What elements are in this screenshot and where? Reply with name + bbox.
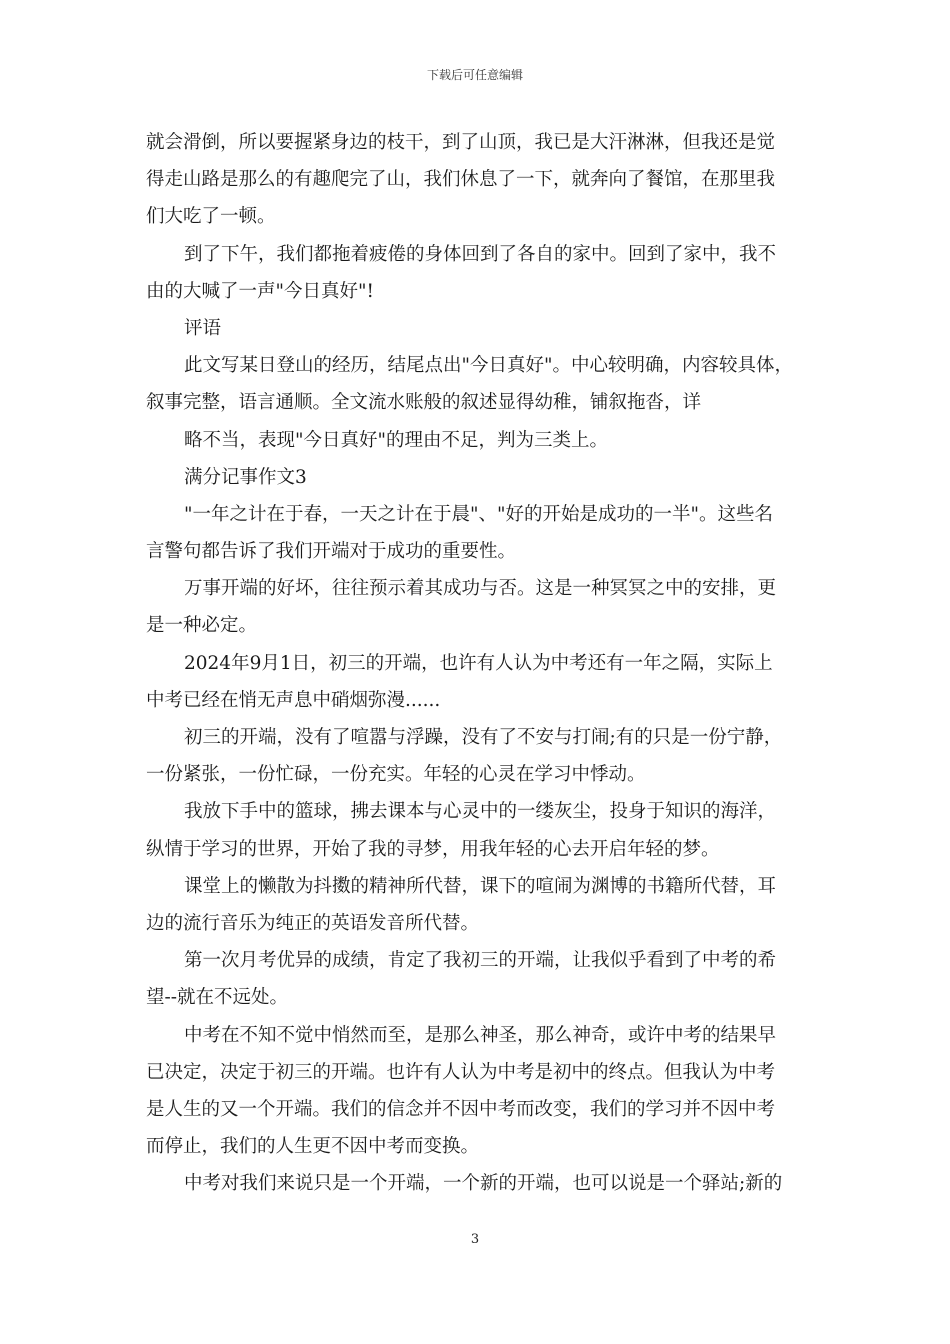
text-line: "一年之计在于春，一天之计在于晨"、"好的开始是成功的一半"。这些名	[184, 503, 774, 525]
document-body	[146, 124, 816, 1202]
text-line: 万事开端的好坏，往往预示着其成功与否。这是一种冥冥之中的安排，更	[184, 578, 777, 600]
text-line: 边的流行音乐为纯正的英语发音所代替。	[146, 912, 480, 934]
text-line: 叙事完整，语言通顺。全文流水账般的叙述显得幼稚，铺叙拖沓，详	[146, 392, 702, 414]
text-line: 们大吃了一顿。	[146, 206, 276, 228]
text-line: 我放下手中的篮球，拂去课本与心灵中的一缕灰尘，投身于知识的海洋，	[184, 801, 777, 823]
text-line: 纵情于学习的世界，开始了我的寻梦，用我年轻的心去开启年轻的梦。	[146, 838, 720, 860]
text-line: 是人生的又一个开端。我们的信念并不因中考而改变，我们的学习并不因中考	[146, 1098, 776, 1120]
text-line: 中考已经在悄无声息中硝烟弥漫......	[146, 689, 441, 711]
text-line: 言警句都告诉了我们开端对于成功的重要性。	[146, 541, 517, 563]
text-line: 得走山路是那么的有趣爬完了山，我们休息了一下，就奔向了餐馆，在那里我	[146, 169, 776, 191]
page-header: 下载后可任意编辑	[426, 68, 523, 82]
text-line: 一份紧张，一份忙碌，一份充实。年轻的心灵在学习中悸动。	[146, 764, 646, 786]
text-line: 课堂上的懒散为抖擞的精神所代替，课下的喧闹为渊博的书籍所代替，耳	[184, 875, 777, 897]
text-line: 是一种必定。	[146, 615, 258, 637]
text-line: 由的大喊了一声"今日真好"!	[146, 280, 374, 302]
text-line: 满分记事作文3	[184, 466, 307, 488]
text-line: 而停止，我们的人生更不因中考而变换。	[146, 1136, 480, 1158]
text-line: 第一次月考优异的成绩，肯定了我初三的开端，让我似乎看到了中考的希	[184, 950, 777, 972]
text-line: 略不当，表现"今日真好"的理由不足，判为三类上。	[184, 429, 609, 451]
text-line: 评语	[184, 317, 222, 339]
text-line: 望--就在不远处。	[146, 987, 289, 1009]
page-number: 3	[470, 1232, 480, 1247]
text-line: 中考对我们来说只是一个开端，一个新的开端，也可以说是一个驿站;新的	[184, 1173, 783, 1195]
text-line: 已决定，决定于初三的开端。也许有人认为中考是初中的终点。但我认为中考	[146, 1061, 776, 1083]
text-line: 此文写某日登山的经历，结尾点出"今日真好"。中心较明确，内容较具体，	[184, 355, 794, 377]
text-line: 到了下午，我们都拖着疲倦的身体回到了各自的家中。回到了家中，我不	[184, 243, 777, 265]
text-line: 就会滑倒，所以要握紧身边的枝干，到了山顶，我已是大汗淋淋，但我还是觉	[146, 132, 776, 153]
text-line: 2024年9月1日，初三的开端，也许有人认为中考还有一年之隔，实际上	[184, 652, 773, 674]
text-line: 中考在不知不觉中悄然而至，是那么神圣，那么神奇，或许中考的结果早	[184, 1024, 777, 1046]
text-line: 初三的开端，没有了喧嚣与浮躁，没有了不安与打闹;有的只是一份宁静，	[184, 727, 783, 748]
